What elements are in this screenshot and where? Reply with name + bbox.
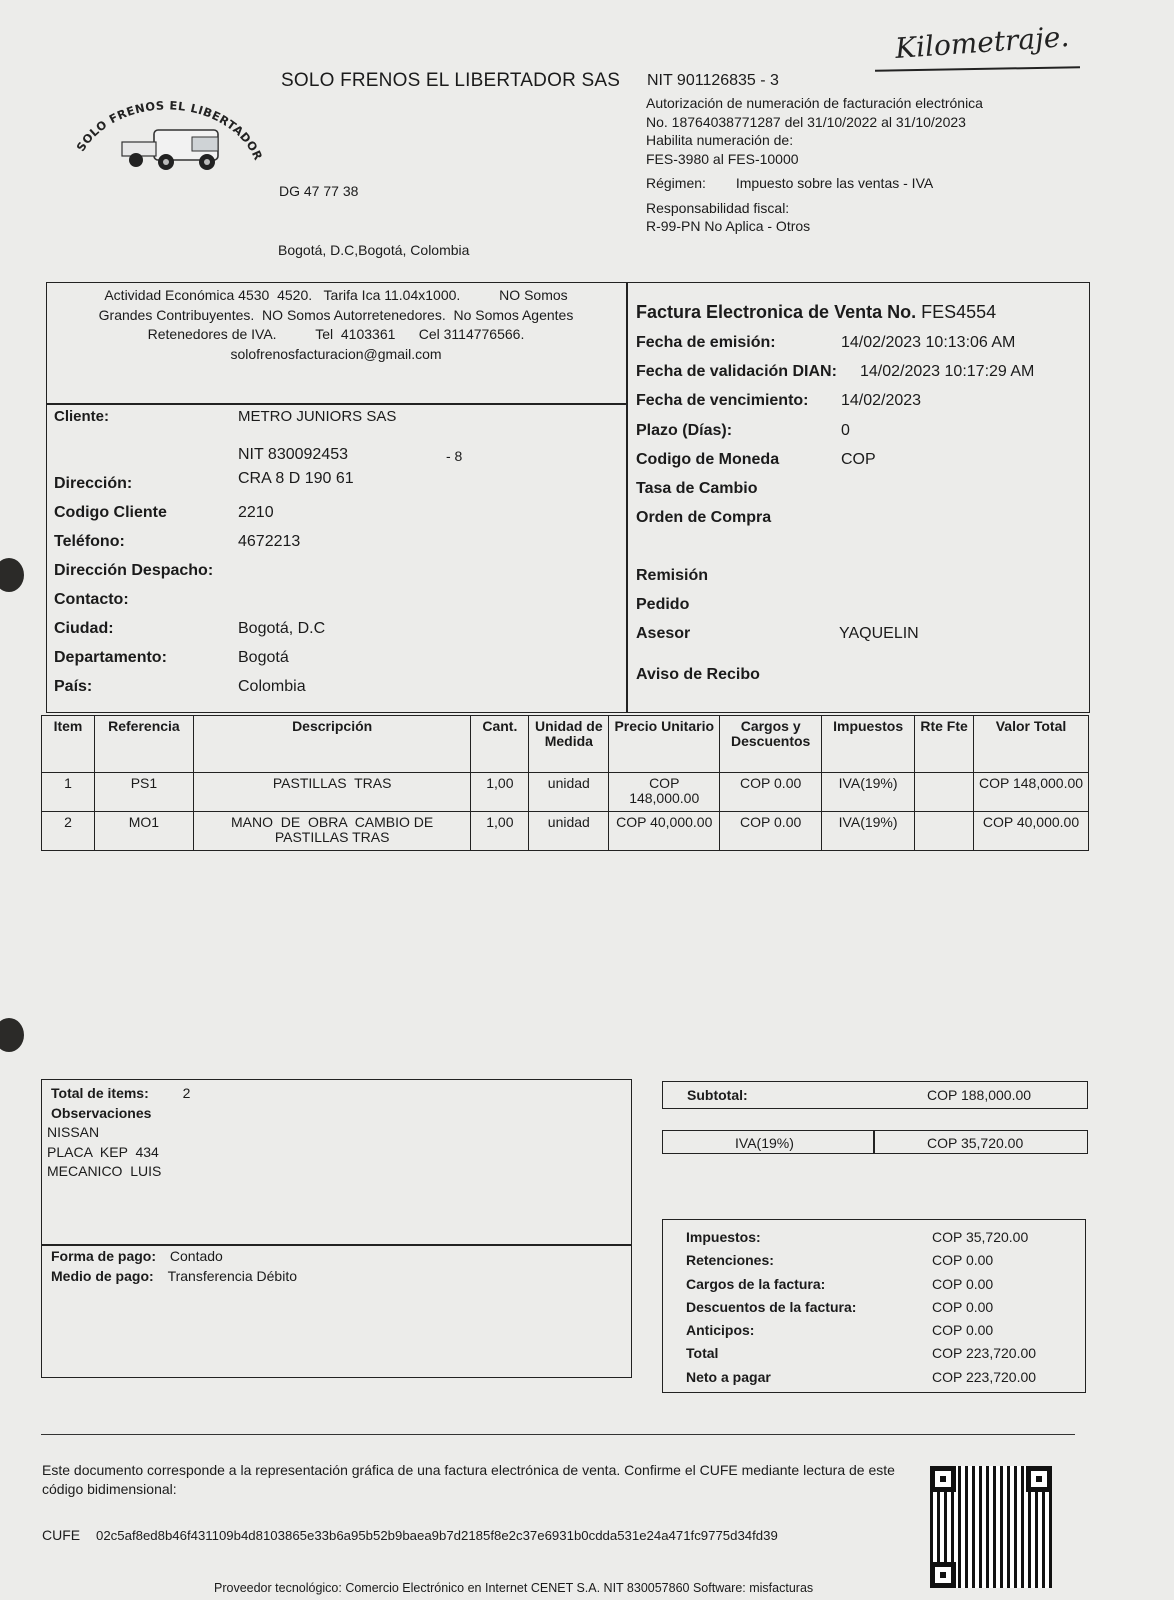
observations-divider [41,1244,632,1246]
iva-divider [873,1130,875,1154]
cell-descripcion: PASTILLAS TRAS [193,773,471,812]
cufe-row [42,1527,778,1543]
table-header-row [42,716,1089,773]
invoice-number: FES4554 [921,302,997,322]
asesor-value: YAQUELIN [839,625,919,642]
cell-unidad: unidad [529,773,609,812]
fecha-emision-label: Fecha de emisión: [636,334,776,351]
totals-row [686,1319,1076,1342]
codigo-cliente-value: 2210 [238,504,274,521]
plazo-value: 0 [841,422,850,439]
totals-row [686,1273,1076,1296]
auth-line: Autorización de numeración de facturación electrónica [646,95,983,111]
cell-impuestos: IVA(19%) [822,812,915,851]
total-items-value: 2 [182,1085,191,1101]
iva-value: COP 35,720.00 [927,1135,1024,1151]
client-nit: NIT 830092453 [238,446,349,463]
totals-row-value: COP 35,720.00 [932,1229,1029,1245]
aviso-recibo-label: Aviso de Recibo [636,666,760,683]
responsibility-label: Responsabilidad fiscal: [646,199,790,216]
ciudad-value: Bogotá, D.C [238,620,326,637]
binder-hole [0,558,24,592]
totals-row-value: COP 0.00 [932,1252,994,1269]
observaciones-label: Observaciones [51,1104,152,1121]
subtotal-value: COP 188,000.00 [927,1087,1032,1103]
totals-row [686,1366,1076,1389]
total-items-label: Total de items: [51,1085,149,1101]
cell-valor-total: COP 148,000.00 [974,773,1089,812]
codigo-cliente-label: Codigo Cliente [54,504,167,521]
direccion-value: CRA 8 D 190 61 [238,470,354,487]
cell-descripcion: MANO DE OBRA CAMBIO DE PASTILLAS TRAS [193,812,471,851]
items-table [41,715,1089,851]
regimen-label: Régimen: [646,175,706,191]
departamento-value: Bogotá [238,649,289,666]
medio-pago-label: Medio de pago: [51,1267,154,1284]
auth-line: FES-3980 al FES-10000 [646,150,799,167]
totals-list [686,1226,1076,1389]
iva-label: IVA(19%) [735,1135,794,1151]
header-cargos: Cargos y Descuentos [720,716,822,773]
medio-pago-value: Transferencia Débito [167,1267,297,1284]
activity-block [56,286,616,364]
cell-precio: COP 148,000.00 [609,773,720,812]
binder-hole [0,1018,24,1052]
tasa-cambio-label: Tasa de Cambio [636,480,758,497]
cell-rte-fte [915,812,974,851]
client-nit-dv: - 8 [446,448,463,464]
totals-row-value: COP 223,720.00 [932,1368,1037,1385]
contacto-label: Contacto: [54,591,129,608]
company-code: DG 47 77 38 [279,183,359,199]
cell-referencia: PS1 [94,773,193,812]
fecha-validacion-value: 14/02/2023 10:17:29 AM [860,363,1035,380]
totals-row-value: COP 0.00 [932,1275,994,1292]
cell-impuestos: IVA(19%) [822,773,915,812]
cell-unidad: unidad [529,812,609,851]
total-items-row [47,1084,190,1104]
totals-row-label: Anticipos: [686,1322,755,1339]
header-divider-horizontal [46,403,627,405]
pais-label: País: [54,678,93,695]
invoice-title-label: Factura Electronica de Venta No. [636,302,917,322]
orden-compra-label: Orden de Compra [636,509,772,526]
iva-box [662,1130,1088,1154]
responsibility-value: R-99-PN No Aplica - Otros [646,218,811,234]
forma-pago-row [51,1247,297,1267]
cell-referencia: MO1 [94,812,193,851]
observations-block [47,1084,190,1182]
company-city: Bogotá, D.C,Bogotá, Colombia [278,242,470,258]
totals-row-label: Impuestos: [686,1229,761,1245]
regimen-line [646,174,1066,193]
cell-cargos: COP 0.00 [720,812,822,851]
auth-line: No. 18764038771287 del 31/10/2022 al 31/10/2023 [646,113,966,130]
handwritten-underline [875,66,1080,72]
header-impuestos: Impuestos [822,716,915,773]
telefono-value: 4672213 [238,533,301,550]
direccion-label: Dirección: [54,475,133,492]
header-cantidad: Cant. [471,716,529,773]
company-email: solofrenosfacturacion@gmail.com [230,345,442,362]
header-precio: Precio Unitario [609,716,720,773]
logo-text: SOLO FRENOS EL LIBERTADOR [73,98,266,163]
pedido-label: Pedido [636,596,690,613]
cell-cantidad: 1,00 [471,812,529,851]
authorization-block [646,94,1066,236]
totals-row-value: COP 0.00 [932,1322,994,1339]
fecha-vencimiento-value: 14/02/2023 [841,392,922,409]
fecha-emision-value: 14/02/2023 10:13:06 AM [841,334,1016,351]
totals-row-value: COP 0.00 [932,1298,994,1315]
qr-finder [930,1466,956,1492]
header-valor-total: Valor Total [974,716,1089,773]
totals-row [686,1226,1076,1249]
observation-line: PLACA KEP 434 [47,1143,159,1160]
cell-precio: COP 40,000.00 [609,812,720,851]
provider-line: Proveedor tecnológico: Comercio Electrónico en Internet CENET S.A. NIT 830057860 Software: misfacturas [214,1581,814,1595]
cell-item: 1 [42,773,95,812]
footer-disclaimer: Este documento corresponde a la representación gráfica de una factura electrónica de venta. Confirme el CUFE mediante lectura de este código bidimensional: [42,1462,895,1497]
forma-pago-value: Contado [169,1248,223,1264]
totals-row-label: Cargos de la factura: [686,1275,826,1292]
observation-line: NISSAN [47,1124,100,1140]
plazo-label: Plazo (Días): [636,422,733,439]
moneda-label: Codigo de Moneda [636,451,780,468]
header-rte-fte: Rte Fte [915,716,974,773]
totals-row-label: Total [686,1345,719,1362]
header-descripcion: Descripción [193,716,471,773]
forma-pago-label: Forma de pago: [51,1248,157,1264]
cliente-label: Cliente: [54,408,110,425]
qr-code [930,1466,1052,1588]
subtotal-label: Subtotal: [687,1087,748,1103]
direccion-despacho-label: Dirección Despacho: [54,562,214,579]
totals-row [686,1249,1076,1272]
activity-line: Actividad Económica 4530 4520. Tarifa Ica 11.04x1000. NO Somos [104,287,568,303]
table-row [42,812,1089,851]
totals-row [686,1342,1076,1365]
totals-row-label: Neto a pagar [686,1368,771,1385]
cell-valor-total: COP 40,000.00 [974,812,1089,851]
activity-line: Grandes Contribuyentes. NO Somos Autorretenedores. No Somos Agentes [98,306,574,323]
table-row [42,773,1089,812]
header-unidad: Unidad de Medida [529,716,609,773]
totals-row [686,1296,1076,1319]
company-name: SOLO FRENOS EL LIBERTADOR SAS [281,70,621,91]
cell-item: 2 [42,812,95,851]
pais-value: Colombia [238,678,306,695]
payment-block [51,1247,297,1286]
footer-divider [41,1434,1075,1435]
auth-line: Habilita numeración de: [646,132,794,148]
cufe-value: 02c5af8ed8b46f431109b4d8103865e33b6a95b52b9baea9b7d2185f8e2c37e6931b0cdda531e24a471fc9775d34fd39 [96,1528,778,1543]
cell-cargos: COP 0.00 [720,773,822,812]
departamento-label: Departamento: [54,649,167,666]
cell-cantidad: 1,00 [471,773,529,812]
totals-row-value: COP 223,720.00 [932,1345,1037,1362]
moneda-value: COP [841,451,876,468]
qr-finder [1026,1466,1052,1492]
telefono-label: Teléfono: [54,533,125,550]
header-divider-vertical [626,282,628,712]
activity-line: Retenedores de IVA. Tel 4103361 Cel 3114776566. [147,326,525,342]
company-logo [62,80,272,180]
remision-label: Remisión [636,567,709,584]
handwritten-note: Kilometraje. [894,19,1071,66]
medio-pago-row [51,1267,297,1287]
invoice-title [636,302,996,323]
cliente-value: METRO JUNIORS SAS [238,408,397,425]
cufe-label: CUFE [42,1527,81,1543]
fecha-validacion-label: Fecha de validación DIAN: [636,363,837,380]
qr-finder [930,1562,956,1588]
fecha-vencimiento-label: Fecha de vencimiento: [636,392,809,409]
regimen-value: Impuesto sobre las ventas - IVA [735,175,934,191]
header-referencia: Referencia [94,716,193,773]
totals-row-label: Descuentos de la factura: [686,1298,857,1315]
ciudad-label: Ciudad: [54,620,114,637]
asesor-label: Asesor [636,625,691,642]
header-item: Item [42,716,95,773]
observation-line: MECANICO LUIS [47,1163,162,1179]
issuer-nit: NIT 901126835 - 3 [647,72,779,89]
cell-rte-fte [915,773,974,812]
totals-row-label: Retenciones: [686,1252,774,1269]
